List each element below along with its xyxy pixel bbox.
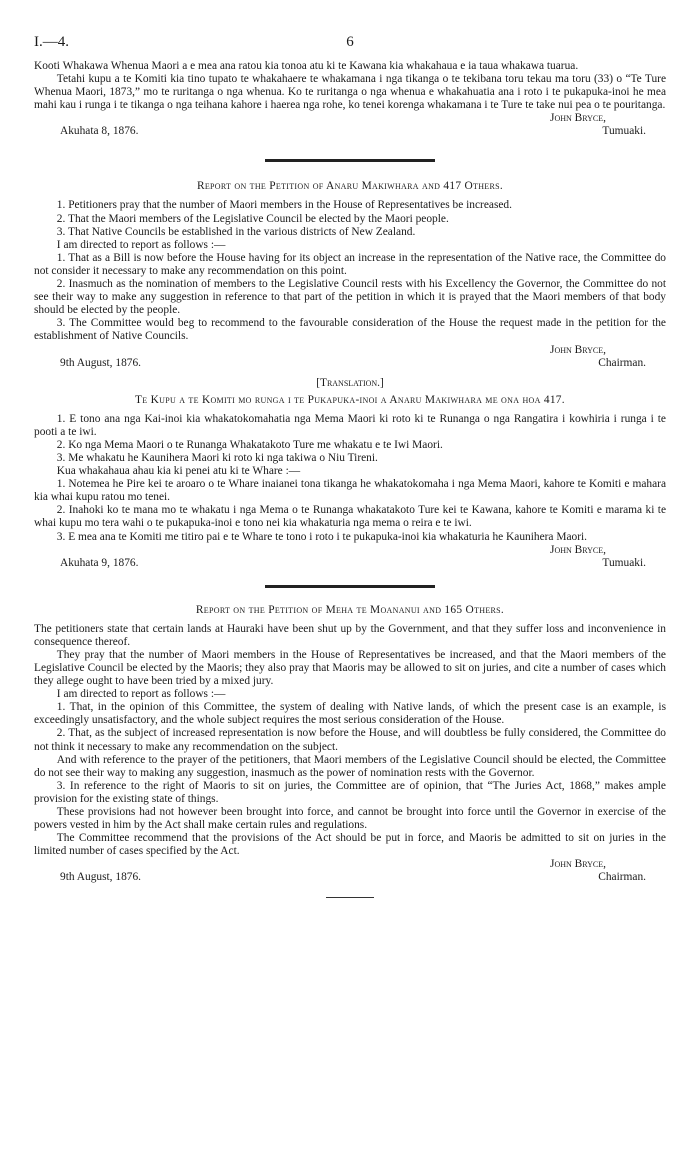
paragraph: 1. That, in the opinion of this Committee, the system of dealing with Native lands, of which the present case is an example, is exceedingly unsatisfactory, and the whole subject requires the most serious consideration of the House. [34, 701, 666, 727]
signature-date: 9th August, 1876. [60, 356, 142, 369]
end-rule [326, 897, 374, 898]
signatory-title: Chairman. [598, 871, 646, 884]
paragraph: I am directed to report as follows :— [56, 238, 226, 251]
signatory-name: John Bryce, [550, 112, 606, 125]
paragraph: 2. That, as the subject of increased representation is now before the House, and will doubtless be fully considered, the Committee do not think it necessary to make any recommendation on the subject. [34, 727, 666, 753]
paragraph: 3. In reference to the right of Maoris to sit on juries, the Committee are of opinion, that “The Juries Act, 1868,” makes ample provision for the existing state of things. [34, 779, 666, 805]
paragraph: I am directed to report as follows :— [56, 688, 226, 701]
paragraph: The petitioners state that certain lands at Hauraki have been shut up by the Government, and that they suffer loss and inconvenience in consequence thereof. [34, 622, 666, 648]
translation-label: [Translation.] [316, 376, 384, 389]
signature-date: 9th August, 1876. [60, 871, 142, 884]
paragraph: 1. Petitioners pray that the number of Maori members in the House of Representatives be increased. [56, 199, 512, 212]
page-header [34, 34, 666, 60]
signature-block [34, 544, 666, 571]
report-heading: Report on the Petition of Anaru Makiwhara and 417 Others. [196, 180, 504, 193]
paragraph: 3. Me whakatu he Kaunihera Maori ki roto ki nga takiwa o Niu Tireni. [56, 451, 378, 464]
paragraph: 2. That the Maori members of the Legislative Council be elected by the Maori people. [56, 212, 449, 225]
signatory-title: Tumuaki. [602, 125, 646, 138]
paragraph: 2. Inasmuch as the nomination of members to the Legislative Council rests with his Excellency the Governor, the Committee do not see their way to make any suggestion in reference to that part of the petition in which it is prayed that the Maori members of that body should be elected by the people. [34, 278, 666, 317]
section-divider [265, 585, 435, 588]
paragraph: These provisions had not however been brought into force, and cannot be brought into force until the Governor in exercise of the powers vested in him by the Act shall make certain rules and regulations. [34, 806, 666, 832]
paragraph: Kua whakahaua ahau kia ki penei atu ki te Whare :— [56, 465, 301, 478]
signatory-name: John Bryce, [550, 343, 606, 356]
signatory-title: Tumuaki. [602, 556, 646, 569]
paragraph: 2. Ko nga Mema Maori o te Runanga Whakatakoto Ture me whakatu e te Iwi Maori. [56, 438, 443, 451]
signature-block [34, 344, 666, 371]
signature-block [34, 112, 666, 139]
paragraph: 3. That Native Councils be established in the various districts of New Zealand. [56, 225, 416, 238]
signature-date: Akuhata 9, 1876. [60, 556, 139, 569]
document-page [34, 34, 666, 898]
paper-reference: I.—4. [34, 34, 69, 50]
paragraph: 3. E mea ana te Komiti me titiro pai e te Whare te tono i roto i te pukapuka-inoi kia whakaturia he Kaunihera Maori. [56, 530, 588, 543]
paragraph: 1. Notemea he Pire kei te aroaro o te Whare inaianei tona tikanga he whakatokomaha i nga Mema Maori, kahore te Komiti e mahara kia whai kupu ratou mo tenei. [34, 478, 666, 504]
paragraph: 1. E tono ana nga Kai-inoi kia whakatokomahatia nga Mema Maori ki roto ki te Runanga o nga Rangatira i kowhiria i runga i te pooti a te iwi. [34, 412, 666, 438]
page-number: 6 [346, 34, 354, 50]
paragraph: Tetahi kupu a te Komiti kia tino tupato te whakahaere te whakamana i nga tikanga o te tekibana toru tekau ma toru (33) o “Te Ture Whenua Maori, 1873,” mo te ruritanga o nga whenua. Ko te ruritanga o nga whenua e whakahuatia ana i roto i te pukapuka-inoi he mea mahi kau i runga i te tikanga o nga teihana kahore i haerea nga rohe, ko tenei korenga whakamana i te Ture te take nui pea o te pouritanga. [34, 73, 666, 112]
signatory-name: John Bryce, [550, 858, 606, 871]
paragraph: Kooti Whakawa Whenua Maori a e mea ana ratou kia tonoa atu ki te Kawana kia whakahaua e ia taua whakawa tuarua. [34, 60, 579, 72]
section-divider [265, 159, 435, 162]
signatory-name: John Bryce, [550, 543, 606, 556]
paragraph: 3. The Committee would beg to recommend to the favourable consideration of the House the request made in the petition for the establishment of Native Councils. [34, 317, 666, 343]
translation-heading: Te Kupu a te Komiti mo runga i te Pukapuka-inoi a Anaru Makiwhara me ona hoa 417. [135, 393, 565, 406]
paragraph: 2. Inahoki ko te mana mo te whakatu i nga Mema o te Runanga whakatakoto Ture kei te Kawana, kahore te Komiti e marama ki te whai kupu mo tera wahi o te pukapuka-inoi e tono nei kia whakaturia nga mema o reira e te iwi. [34, 504, 666, 530]
signature-date: Akuhata 8, 1876. [60, 125, 139, 138]
paragraph: They pray that the number of Maori members in the House of Representatives be increased, and that the Maori members of the Legislative Council be elected by the Maoris; they also pray that Maoris may be allowed to sit on juries, and cite a number of cases which they allege ought to have been tried by a mixed jury. [34, 648, 666, 688]
paragraph: The Committee recommend that the provisions of the Act should be put in force, and Maoris be admitted to sit on juries in the limited number of cases specified by the Act. [34, 832, 666, 858]
paragraph: And with reference to the prayer of the petitioners, that Maori members of the Legislative Council should be elected, the Committee do not see their way to making any suggestion, inasmuch as the power of nomination rests with the Governor. [34, 753, 666, 779]
signatory-title: Chairman. [598, 356, 646, 369]
report-heading: Report on the Petition of Meha te Moananui and 165 Others. [195, 603, 505, 616]
paragraph: 1. That as a Bill is now before the House having for its object an increase in the representation of the Native race, the Committee do not consider it necessary to make any recommendation on this point. [34, 251, 666, 277]
signature-block [34, 858, 666, 885]
